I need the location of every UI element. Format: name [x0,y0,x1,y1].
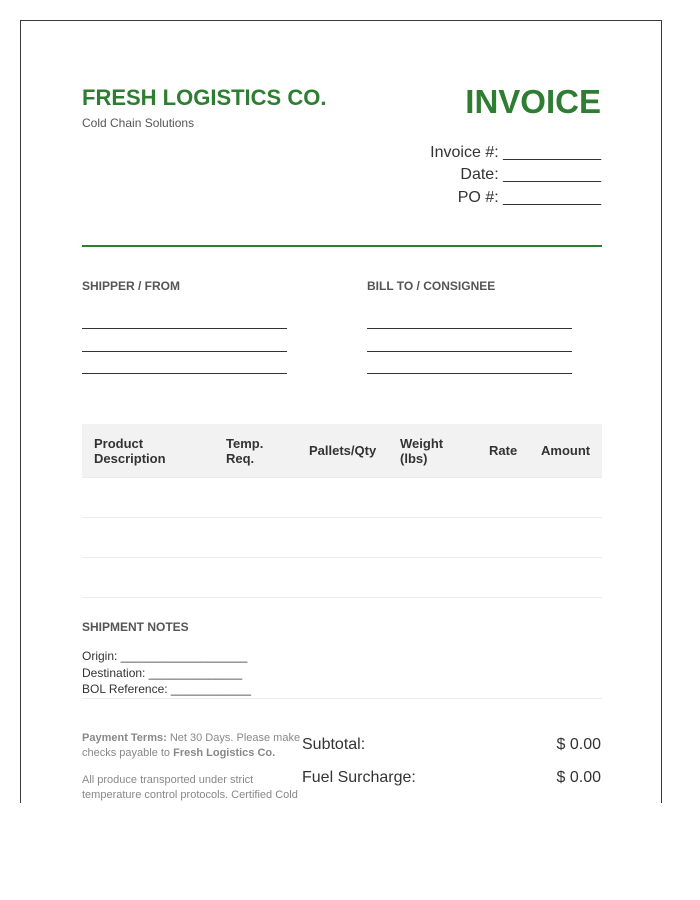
po-number-field [458,189,601,207]
shipper-line-3 [82,373,287,374]
po-number-label: PO #: [457,189,499,206]
column-rate: Rate [489,443,518,458]
column-amount: Amount [541,443,591,458]
date-blank: ___________ [503,166,601,183]
transport-disclaimer: All produce transported under strict temperature control protocols. Certified Cold [82,774,298,801]
bill-to-line-3 [367,373,572,374]
column-product-description: Product Description [94,436,166,466]
fuel-surcharge-value: $ 0.00 [556,769,601,786]
company-tagline: Cold Chain Solutions [82,116,195,130]
date-field [460,166,601,184]
table-row-divider-3 [82,557,602,558]
document-title: INVOICE [465,83,601,120]
invoice-number-blank: ___________ [503,144,601,161]
header-divider [82,245,602,247]
origin-field: Origin: ___________________ [82,649,248,663]
shipper-label: SHIPPER / FROM [82,279,181,293]
payment-terms [82,731,304,761]
column-weight: Weight (lbs) [400,436,444,466]
date-label: Date: [460,166,499,183]
payment-terms-text: Net 30 Days. Please make checks payable to [82,732,301,759]
payment-payee: Fresh Logistics Co. [173,747,276,759]
shipper-line-1 [82,328,287,329]
notes-divider [82,698,602,699]
bill-to-label: BILL TO / CONSIGNEE [367,279,496,293]
column-temp-req: Temp. Req. [226,436,264,466]
subtotal-label: Subtotal: [302,736,366,753]
invoice-sheet [20,20,662,803]
destination-field: Destination: ______________ [82,666,243,680]
table-row-divider-4 [82,597,602,598]
bill-to-line-1 [367,328,572,329]
table-row-divider-1 [82,477,602,478]
column-pallets-qty: Pallets/Qty [309,443,377,458]
payment-terms-label: Payment Terms: [82,732,167,744]
bol-reference-field: BOL Reference: ____________ [82,682,252,696]
company-name: FRESH LOGISTICS CO. [82,85,327,110]
invoice-number-field [430,144,601,162]
po-number-blank: ___________ [503,189,601,206]
table-row-divider-2 [82,517,602,518]
shipper-line-2 [82,351,287,352]
invoice-number-label: Invoice #: [430,144,499,161]
subtotal-value: $ 0.00 [556,736,601,753]
shipment-notes-label: SHIPMENT NOTES [82,620,189,634]
fuel-surcharge-label: Fuel Surcharge: [302,769,416,786]
bill-to-line-2 [367,351,572,352]
